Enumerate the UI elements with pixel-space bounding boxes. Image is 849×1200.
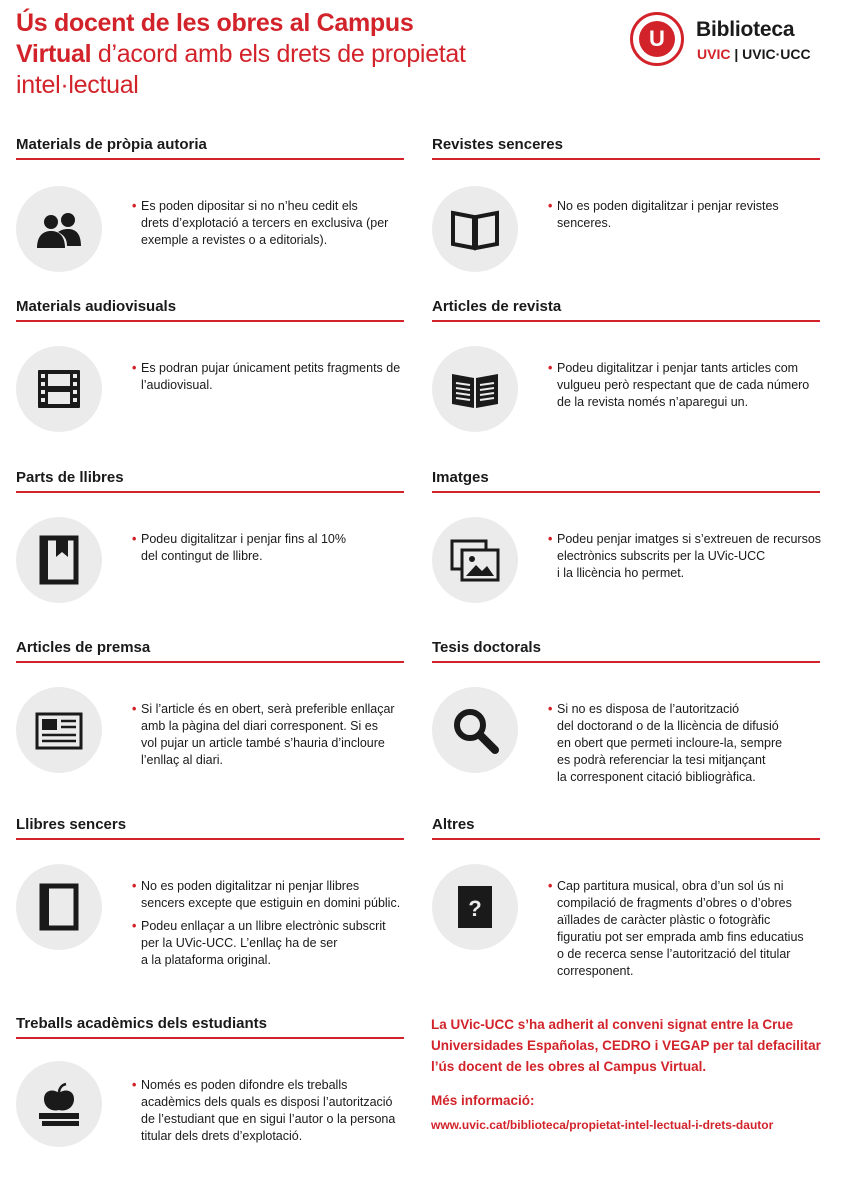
section-bullets <box>548 878 828 986</box>
section <box>16 637 404 767</box>
section <box>432 814 820 978</box>
section-divider <box>432 838 820 840</box>
section-divider <box>432 158 820 160</box>
section <box>16 1013 404 1143</box>
agreement-text: La UVic-UCC s’ha adherit al conveni signat entre la Crue Universidades Españolas, CEDRO i VEGAP per tal defacilitar l’ús docent de les obres al Campus Virtual. <box>431 1017 821 1074</box>
agreement-note <box>431 1014 831 1132</box>
images-icon <box>432 517 518 603</box>
section-bullets <box>132 878 412 975</box>
people-icon <box>16 186 102 272</box>
section <box>432 637 820 784</box>
section-bullets <box>548 531 828 588</box>
section-bullets <box>132 1077 412 1151</box>
section-bullets <box>132 198 412 255</box>
section-title: Treballs acadèmics dels estudiants <box>16 1015 267 1032</box>
bullet-item: • Podeu digitalitzar i penjar fins al 10% del contingut de llibre. <box>132 531 412 565</box>
bullet-item: • Es podran pujar únicament petits fragments de l’audiovisual. <box>132 360 412 394</box>
section <box>432 296 820 409</box>
section-divider <box>16 1037 404 1039</box>
title-line-3: intel·lectual <box>16 71 139 99</box>
section-bullets <box>548 701 828 792</box>
open-magazine-icon <box>432 186 518 272</box>
section-divider <box>16 158 404 160</box>
bullet-item: • Si l’article és en obert, serà preferible enllaçar amb la pàgina del diari corresponent. Si es vol pujar un article també s’hauria d’incloure l’enllaç al diari. <box>132 701 412 769</box>
logo-mark <box>630 12 684 66</box>
section-title: Articles de premsa <box>16 639 151 656</box>
section <box>16 134 404 247</box>
bullet-item: • Si no es disposa de l’autorització del doctorand o de la llicència de difusió en obert que permeti incloure-la, sempre es podrà referenciar la tesi mitjançant la corresponent citació bibliogràfica. <box>548 701 828 786</box>
bullet-item: • Podeu digitalitzar i penjar tants articles com vulgueu però respectant que de cada número de la revista només n’aparegui un. <box>548 360 828 411</box>
more-info-label: Més informació: <box>431 1093 535 1108</box>
section-bullets <box>132 531 412 571</box>
section-title: Tesis doctorals <box>432 639 541 656</box>
section <box>432 467 822 580</box>
film-strip-icon <box>16 346 102 432</box>
section-divider <box>432 320 820 322</box>
logo-sub-rest: | UVIC·UCC <box>730 46 811 62</box>
section-bullets <box>132 360 412 400</box>
section-divider <box>432 491 820 493</box>
more-info-link[interactable]: www.uvic.cat/biblioteca/propietat-intel-lectual-i-drets-dautor <box>431 1118 774 1132</box>
page-title <box>16 8 576 101</box>
bullet-item: • Cap partitura musical, obra d’un sol ús ni compilació de fragments d’obres o d’obres aïllades de caràcter plàstic o fotogràfic figuratiu pot ser emprada amb fins educatius o de recerca sense l’autorització del titular corresponent. <box>548 878 828 980</box>
section-divider <box>432 661 820 663</box>
newspaper-icon <box>16 687 102 773</box>
section <box>16 467 404 563</box>
section-title: Imatges <box>432 469 489 486</box>
bullet-item: • Només es poden difondre els treballs acadèmics dels quals es disposi l’autorització de l’estudiant que en sigui l’autor o la persona titular dels drets d’explotació. <box>132 1077 412 1145</box>
bullet-item: • Podeu penjar imatges si s’extreuen de recursos electrònics subscrits per la UVic-UCC i la llicència ho permet. <box>548 531 828 582</box>
magnifier-icon <box>432 687 518 773</box>
section-title: Parts de llibres <box>16 469 124 486</box>
section-divider <box>16 491 404 493</box>
question-book-icon <box>432 864 518 950</box>
section <box>432 134 820 230</box>
bullet-item: • Es poden dipositar si no n’heu cedit els drets d’explotació a tercers en exclusiva (per exemple a revistes o a editorials). <box>132 198 412 249</box>
logo-name: Biblioteca <box>696 18 795 41</box>
section <box>16 814 404 967</box>
apple-books-icon <box>16 1061 102 1147</box>
section-bullets <box>548 360 828 417</box>
section-title: Articles de revista <box>432 298 562 315</box>
bullet-item: • No es poden digitalitzar ni penjar llibres sencers excepte que estiguin en domini públic. <box>132 878 412 912</box>
section-title: Materials de pròpia autoria <box>16 136 207 153</box>
logo-letter: U <box>639 21 675 57</box>
bullet-item: • Podeu enllaçar a un llibre electrònic subscrit per la UVic-UCC. L’enllaç ha de ser a la plataforma original. <box>132 918 412 969</box>
book-icon <box>16 864 102 950</box>
bullet-item: • No es poden digitalitzar i penjar revistes senceres. <box>548 198 828 232</box>
section-divider <box>16 661 404 663</box>
title-line-2-bold: Virtual <box>16 40 92 68</box>
section-divider <box>16 320 404 322</box>
section-divider <box>16 838 404 840</box>
section-bullets <box>132 701 412 775</box>
library-logo <box>630 12 830 72</box>
section-bullets <box>548 198 828 238</box>
svg-text:?: ? <box>468 896 482 921</box>
section-title: Revistes senceres <box>432 136 563 153</box>
section-title: Llibres sencers <box>16 816 127 833</box>
bookmarked-book-icon <box>16 517 102 603</box>
section-title: Altres <box>432 816 475 833</box>
open-book-text-icon <box>432 346 518 432</box>
logo-subtitle <box>697 46 811 62</box>
section <box>16 296 404 392</box>
title-line-1: Ús docent de les obres al Campus <box>16 9 414 37</box>
title-line-2-rest: d’acord amb els drets de propietat <box>91 40 466 68</box>
logo-sub-uvic: UVIC <box>697 46 731 62</box>
section-title: Materials audiovisuals <box>16 298 177 315</box>
